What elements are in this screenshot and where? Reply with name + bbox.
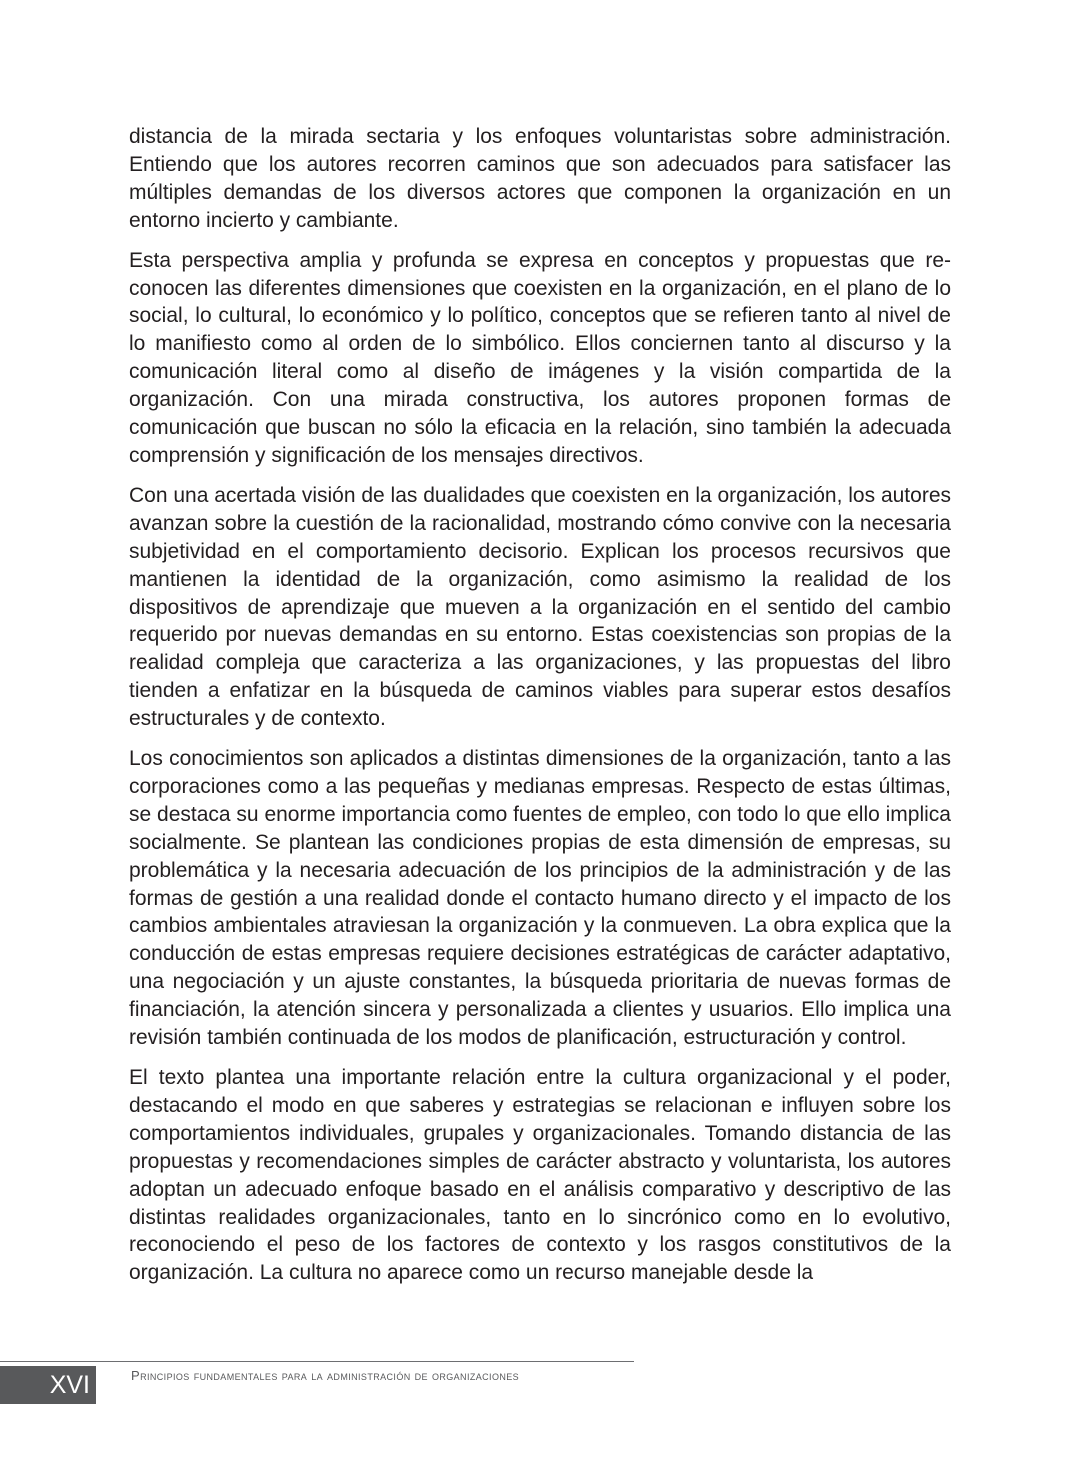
paragraph-1: distancia de la mirada sectaria y los enfoques voluntaristas sobre administración. Entiendo que los autores recorren caminos que son adecuados para satisfacer las múltiples demandas de los diversos actores que componen la organización en un entorno incierto y cambiante. <box>129 125 951 232</box>
paragraph-2: Esta perspectiva amplia y profunda se expresa en conceptos y propuestas que reconocen las diferentes dimensiones que coexisten en la organización, en el plano de lo social, lo cultural, lo económico y lo político, conceptos que se refieren tanto al nivel de lo manifiesto como al orden de lo simbólico. Ellos conciernen tanto al discurso y la comunicación literal como al diseño de imágenes y la visión compartida de la organización. Con una mirada constructiva, los autores proponen formas de comunicación que buscan no sólo la eficacia en la relación, sino también la adecuada comprensión y significación de los mensajes directivos. <box>129 248 951 467</box>
paragraph-5: El texto plantea una importante relación entre la cultura organizacional y el poder, destacando el modo en que saberes y estrategias se relacionan e influyen sobre los comportamientos individuales, grupales y organizacionales. Tomando distancia de las propuestas y recomendaciones simples de carácter abstracto y voluntarista, los autores adoptan un adecuado enfoque basado en el análisis comparativo y descriptivo de las distintas realidades organizacionales, tanto en lo sincrónico como en lo evolutivo, reconociendo el peso de los factores de contexto y los rasgos constitutivos de la organización. La cultura no aparece como un recurso manejable desde la <box>129 1066 951 1285</box>
footer-divider <box>0 1361 634 1362</box>
paragraph-4: Los conocimientos son aplicados a distintas dimensiones de la organización, tanto a las corporaciones como a las pequeñas y medianas empresas. Respecto de estas últimas, se destaca su enorme importancia como fuentes de empleo, con todo lo que ello implica socialmente. Se plantean las condiciones propias de esta dimensión de empresas, su problemática y la necesaria adecuación de los principios de la administración y de las formas de gestión a una realidad donde el contacto humano directo y el impacto de los cambios ambientales atraviesan la organización y la conmueven. La obra explica que la conducción de estas empresas requiere decisiones estratégicas de carácter adaptativo, una negociación y un ajuste constantes, la búsqueda prioritaria de nuevas formas de financiación, la atención sincera y personalizada a clientes y usuarios. Ello implica una revisión también continuada de los modos de planificación, estructuración y control. <box>129 747 951 1050</box>
body-text <box>129 123 951 1299</box>
paragraph-3: Con una acertada visión de las dualidades que coexisten en la organización, los autores avanzan sobre la cuestión de la racionalidad, mostrando cómo convive con la necesaria subjetividad en el comportamiento decisorio. Explican los procesos recursivos que mantienen la identidad de la organización, como asimismo la realidad de los dispositivos de aprendizaje que mueven a la organización en el sentido del cambio requerido por nuevas demandas en su entorno. Estas coexistencias son propias de la realidad compleja que caracteriza a las organizaciones, y las propuestas del libro tienden a enfatizar en la búsqueda de caminos viables para superar estos desafíos estructurales y de contexto. <box>129 483 951 731</box>
page-number: XVI <box>0 1366 96 1404</box>
running-title: Principios fundamentales para la administración de organizaciones <box>131 1368 520 1383</box>
